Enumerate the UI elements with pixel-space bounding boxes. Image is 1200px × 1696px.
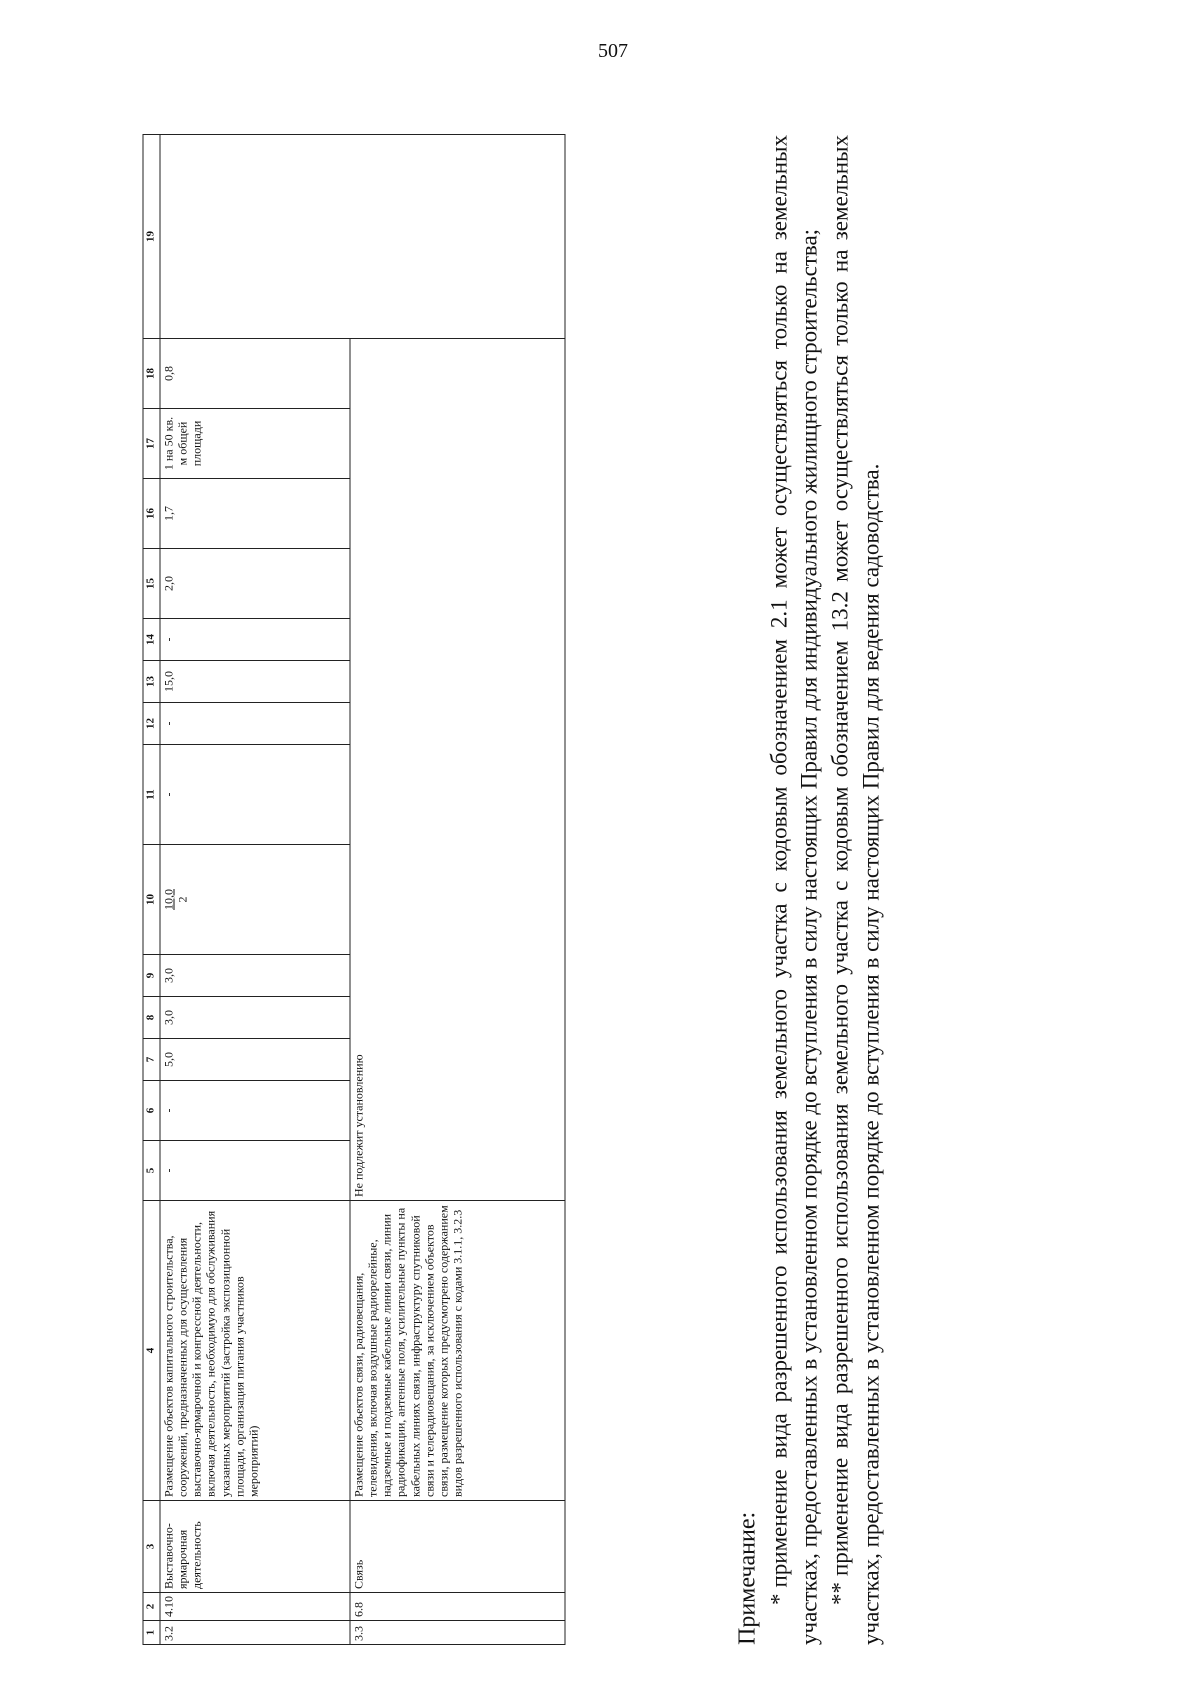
header-cell: 19 bbox=[143, 135, 160, 339]
value-cell-16: 1,7 bbox=[160, 479, 350, 549]
value-cell-11: - bbox=[160, 745, 350, 845]
code-cell: 4.10 bbox=[160, 1593, 350, 1621]
value-cell-10 bbox=[160, 845, 350, 955]
notes-block bbox=[733, 135, 887, 1645]
code-cell: 6.8 bbox=[350, 1593, 565, 1621]
row-number-cell: 3.3 bbox=[350, 1621, 565, 1645]
note-item bbox=[826, 135, 887, 1645]
value-cell-18: 0,8 bbox=[160, 339, 350, 409]
value-cell-9: 3,0 bbox=[160, 955, 350, 997]
header-cell: 3 bbox=[143, 1501, 160, 1593]
use-name-cell: Выставочно-ярмарочная деятельность bbox=[160, 1501, 350, 1593]
value-cell-5: - bbox=[160, 1141, 350, 1201]
value-cell-8: 3,0 bbox=[160, 997, 350, 1039]
row-number-cell: 3.2 bbox=[160, 1621, 350, 1645]
note-mark: ** bbox=[827, 1582, 853, 1605]
header-cell: 9 bbox=[143, 955, 160, 997]
table-row-communication bbox=[350, 135, 565, 1645]
header-cell: 17 bbox=[143, 409, 160, 479]
header-cell: 4 bbox=[143, 1201, 160, 1501]
header-cell: 11 bbox=[143, 745, 160, 845]
header-cell: 1 bbox=[143, 1621, 160, 1645]
value-cell-14: - bbox=[160, 619, 350, 661]
note-text: применение вида разрешенного использования земельного участка с кодовым обозначением 13.2 может осуществляться только на земельных участках, предоставленных в установленном порядке до вступления в силу настоящих Правил для ведения садоводства. bbox=[827, 135, 884, 1645]
header-cell: 8 bbox=[143, 997, 160, 1039]
value-cell-12: - bbox=[160, 703, 350, 745]
land-use-table bbox=[143, 134, 566, 1645]
value-cell-17: 1 на 50 кв. м общей площади bbox=[160, 409, 350, 479]
value-cell-15: 2,0 bbox=[160, 549, 350, 619]
table-row-exhibition bbox=[160, 135, 350, 1645]
value-cell-19 bbox=[160, 135, 565, 339]
header-cell: 16 bbox=[143, 479, 160, 549]
header-cell: 18 bbox=[143, 339, 160, 409]
header-cell: 10 bbox=[143, 845, 160, 955]
header-cell: 12 bbox=[143, 703, 160, 745]
description-cell: Размещение объектов связи, радиовещания, телевидения, включая воздушные радиорелейные, надземные и подземные кабельные линии связи, линии радиофикации, антенные поля, усилительные пункты на кабельных линиях связи, инфраструктуру спутниковой связи и телерадиовещания, за исключением объектов связи, размещение которых предусмотрено содержанием видов разрешенного использования с кодами 3.1.1, 3.2.3 bbox=[350, 1201, 565, 1501]
header-cell: 7 bbox=[143, 1039, 160, 1081]
header-cell: 6 bbox=[143, 1081, 160, 1141]
value-cell-7: 5,0 bbox=[160, 1039, 350, 1081]
merged-value-cell: Не подлежит установлению bbox=[350, 339, 565, 1201]
use-name-cell: Связь bbox=[350, 1501, 565, 1593]
header-cell: 5 bbox=[143, 1141, 160, 1201]
fraction-numerator: 10,0 bbox=[161, 889, 176, 910]
note-item bbox=[764, 135, 825, 1645]
header-cell: 15 bbox=[143, 549, 160, 619]
header-cell: 14 bbox=[143, 619, 160, 661]
page-number: 507 bbox=[598, 40, 628, 62]
header-cell: 2 bbox=[143, 1593, 160, 1621]
table-header-row bbox=[143, 135, 160, 1645]
rotated-content bbox=[143, 65, 1058, 1645]
value-cell-6: - bbox=[160, 1081, 350, 1141]
header-cell: 13 bbox=[143, 661, 160, 703]
note-mark: * bbox=[766, 1593, 792, 1605]
description-cell: Размещение объектов капитального строительства, сооружений, предназначенных для осуществления выставочно-ярмарочной и конгрессной деятельности, включая деятельность, необходимую для обслуживания указанных мероприятий (застройка экспозиционной площади, организация питания участников мероприятий) bbox=[160, 1201, 350, 1501]
notes-heading: Примечание: bbox=[734, 1511, 761, 1645]
note-text: применение вида разрешенного использования земельного участка с кодовым обозначением 2.1 может осуществляться только на земельных участках, предоставленных в установленном порядке до вступления в силу настоящих Правил для индивидуального жилищного строительства; bbox=[766, 135, 822, 1645]
fraction-denominator: 2 bbox=[175, 896, 190, 903]
value-cell-13: 15,0 bbox=[160, 661, 350, 703]
